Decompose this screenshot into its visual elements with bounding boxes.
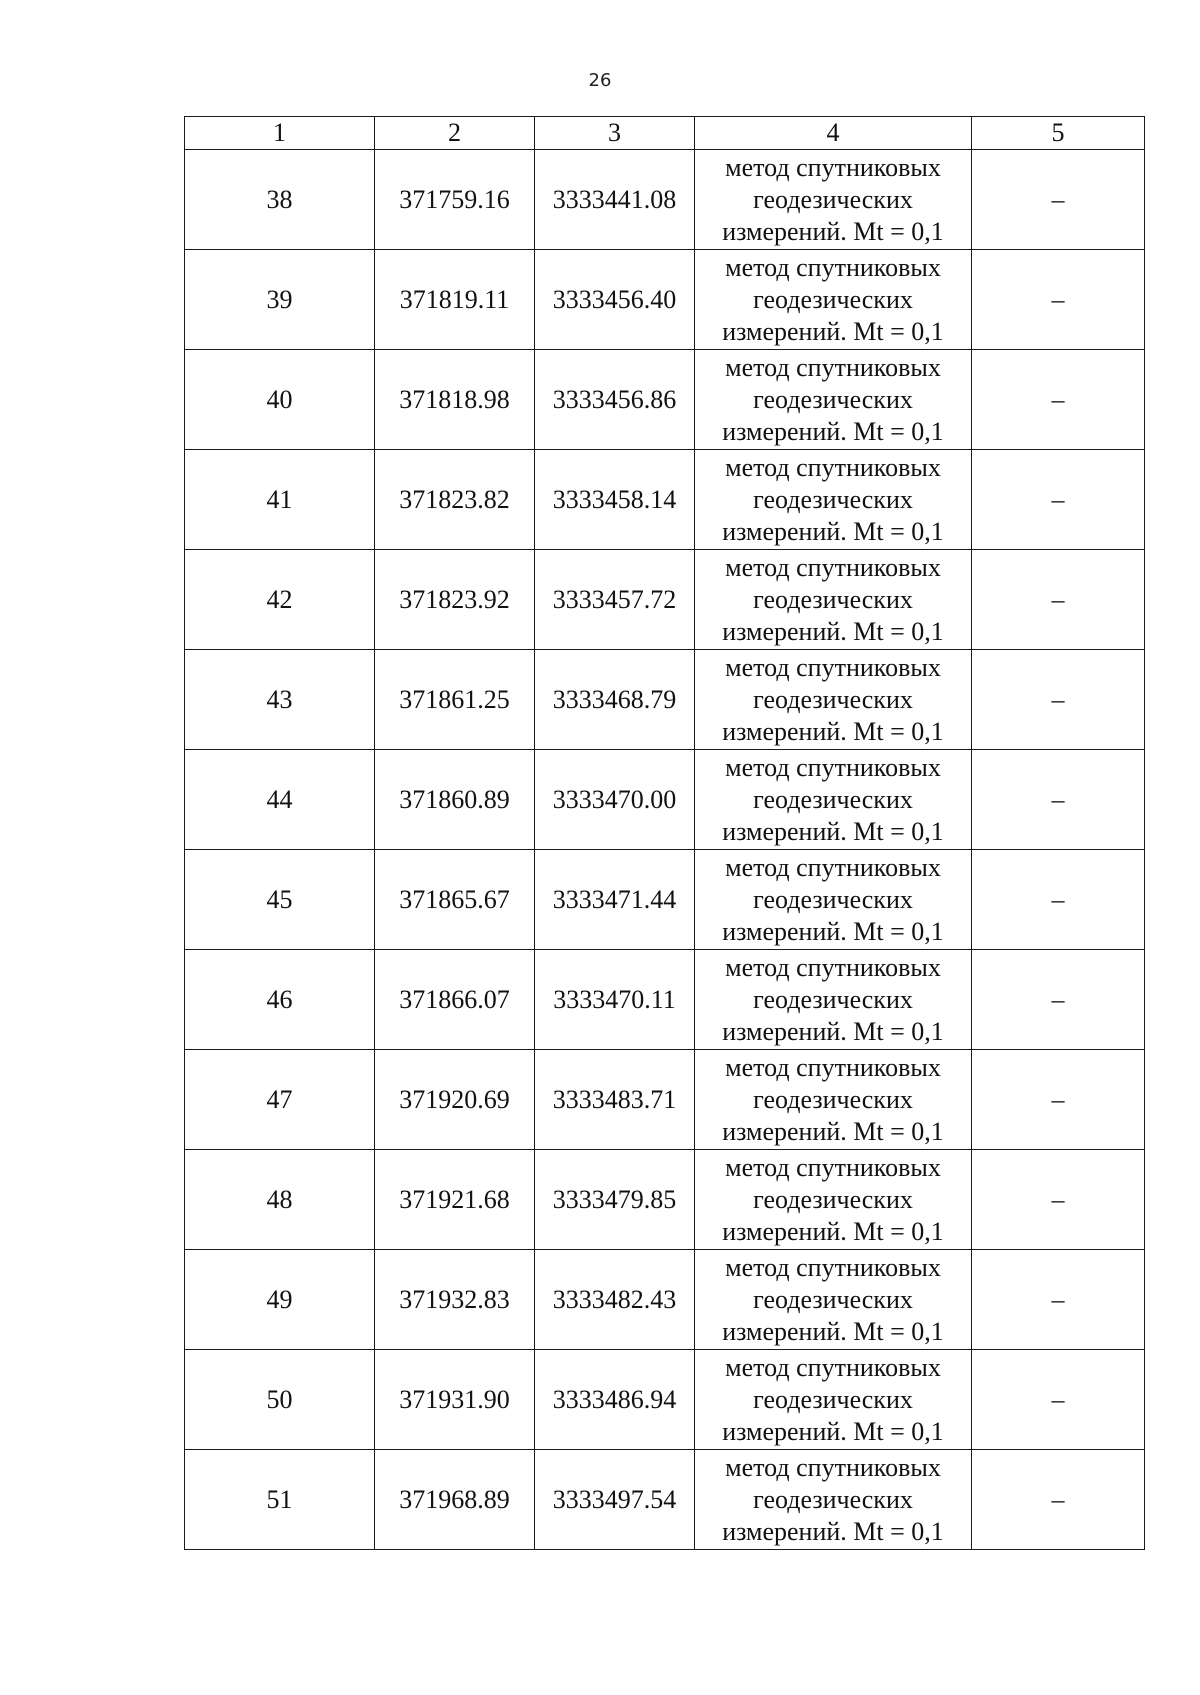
- y-coordinate-cell: 3333456.40: [535, 250, 695, 350]
- y-coordinate-cell: 3333471.44: [535, 850, 695, 950]
- point-number-cell: 40: [185, 350, 375, 450]
- method-cell: [695, 850, 972, 950]
- method-line: измерений. Mt = 0,1: [722, 816, 944, 846]
- table-row: [185, 1250, 1145, 1350]
- point-number-cell: 43: [185, 650, 375, 750]
- x-coordinate-cell: 371968.89: [375, 1450, 535, 1550]
- method-cell: [695, 750, 972, 850]
- method-cell: [695, 150, 972, 250]
- note-cell: –: [972, 450, 1145, 550]
- note-cell: –: [972, 750, 1145, 850]
- y-coordinate-cell: 3333458.14: [535, 450, 695, 550]
- table-row: [185, 550, 1145, 650]
- y-coordinate-cell: 3333457.72: [535, 550, 695, 650]
- table-row: [185, 450, 1145, 550]
- method-line: метод спутниковых: [725, 152, 941, 182]
- table-row: [185, 950, 1145, 1050]
- method-line: метод спутниковых: [725, 1452, 941, 1482]
- x-coordinate-cell: 371860.89: [375, 750, 535, 850]
- note-cell: –: [972, 1350, 1145, 1450]
- method-line: метод спутниковых: [725, 1352, 941, 1382]
- method-line: геодезических: [753, 1484, 913, 1514]
- method-cell: [695, 350, 972, 450]
- method-line: метод спутниковых: [725, 752, 941, 782]
- method-cell: [695, 450, 972, 550]
- table-row: [185, 150, 1145, 250]
- method-line: измерений. Mt = 0,1: [722, 516, 944, 546]
- method-line: геодезических: [753, 884, 913, 914]
- method-line: метод спутниковых: [725, 852, 941, 882]
- method-line: измерений. Mt = 0,1: [722, 1116, 944, 1146]
- point-number-cell: 48: [185, 1150, 375, 1250]
- method-cell: [695, 1350, 972, 1450]
- method-line: измерений. Mt = 0,1: [722, 316, 944, 346]
- method-line: геодезических: [753, 684, 913, 714]
- method-line: геодезических: [753, 784, 913, 814]
- method-line: измерений. Mt = 0,1: [722, 716, 944, 746]
- note-cell: –: [972, 1450, 1145, 1550]
- x-coordinate-cell: 371823.92: [375, 550, 535, 650]
- method-line: измерений. Mt = 0,1: [722, 1216, 944, 1246]
- x-coordinate-cell: 371819.11: [375, 250, 535, 350]
- table-body: [185, 150, 1145, 1550]
- y-coordinate-cell: 3333497.54: [535, 1450, 695, 1550]
- method-line: метод спутниковых: [725, 1052, 941, 1082]
- x-coordinate-cell: 371932.83: [375, 1250, 535, 1350]
- x-coordinate-cell: 371823.82: [375, 450, 535, 550]
- method-line: метод спутниковых: [725, 1252, 941, 1282]
- point-number-cell: 44: [185, 750, 375, 850]
- x-coordinate-cell: 371865.67: [375, 850, 535, 950]
- column-header-1: 1: [185, 117, 375, 150]
- method-line: измерений. Mt = 0,1: [722, 1516, 944, 1546]
- table-row: [185, 1150, 1145, 1250]
- note-cell: –: [972, 350, 1145, 450]
- method-line: измерений. Mt = 0,1: [722, 916, 944, 946]
- y-coordinate-cell: 3333479.85: [535, 1150, 695, 1250]
- note-cell: –: [972, 1250, 1145, 1350]
- method-line: измерений. Mt = 0,1: [722, 1316, 944, 1346]
- column-header-4: 4: [695, 117, 972, 150]
- table-row: [185, 1450, 1145, 1550]
- method-line: измерений. Mt = 0,1: [722, 416, 944, 446]
- x-coordinate-cell: 371866.07: [375, 950, 535, 1050]
- x-coordinate-cell: 371818.98: [375, 350, 535, 450]
- method-line: геодезических: [753, 1284, 913, 1314]
- y-coordinate-cell: 3333470.00: [535, 750, 695, 850]
- y-coordinate-cell: 3333482.43: [535, 1250, 695, 1350]
- method-line: метод спутниковых: [725, 652, 941, 682]
- x-coordinate-cell: 371921.68: [375, 1150, 535, 1250]
- method-line: измерений. Mt = 0,1: [722, 1416, 944, 1446]
- method-cell: [695, 1450, 972, 1550]
- note-cell: –: [972, 550, 1145, 650]
- y-coordinate-cell: 3333486.94: [535, 1350, 695, 1450]
- note-cell: –: [972, 850, 1145, 950]
- point-number-cell: 49: [185, 1250, 375, 1350]
- method-line: метод спутниковых: [725, 352, 941, 382]
- header-row: [185, 117, 1145, 150]
- x-coordinate-cell: 371920.69: [375, 1050, 535, 1150]
- method-line: измерений. Mt = 0,1: [722, 616, 944, 646]
- method-line: геодезических: [753, 584, 913, 614]
- point-number-cell: 46: [185, 950, 375, 1050]
- point-number-cell: 50: [185, 1350, 375, 1450]
- method-line: геодезических: [753, 984, 913, 1014]
- method-line: метод спутниковых: [725, 1152, 941, 1182]
- method-line: геодезических: [753, 184, 913, 214]
- method-line: метод спутниковых: [725, 452, 941, 482]
- method-cell: [695, 1250, 972, 1350]
- table-row: [185, 650, 1145, 750]
- table-row: [185, 250, 1145, 350]
- method-line: метод спутниковых: [725, 252, 941, 282]
- point-number-cell: 45: [185, 850, 375, 950]
- y-coordinate-cell: 3333483.71: [535, 1050, 695, 1150]
- method-line: измерений. Mt = 0,1: [722, 216, 944, 246]
- point-number-cell: 41: [185, 450, 375, 550]
- note-cell: –: [972, 150, 1145, 250]
- table-row: [185, 350, 1145, 450]
- method-line: геодезических: [753, 484, 913, 514]
- column-header-5: 5: [972, 117, 1145, 150]
- method-line: измерений. Mt = 0,1: [722, 1016, 944, 1046]
- column-header-2: 2: [375, 117, 535, 150]
- method-cell: [695, 250, 972, 350]
- page-number: 26: [588, 70, 612, 91]
- table-row: [185, 850, 1145, 950]
- coordinates-table: [184, 116, 1145, 1550]
- method-cell: [695, 1150, 972, 1250]
- method-cell: [695, 950, 972, 1050]
- x-coordinate-cell: 371931.90: [375, 1350, 535, 1450]
- method-line: метод спутниковых: [725, 552, 941, 582]
- y-coordinate-cell: 3333441.08: [535, 150, 695, 250]
- note-cell: –: [972, 250, 1145, 350]
- point-number-cell: 47: [185, 1050, 375, 1150]
- y-coordinate-cell: 3333456.86: [535, 350, 695, 450]
- method-line: геодезических: [753, 1384, 913, 1414]
- method-cell: [695, 650, 972, 750]
- table-row: [185, 1050, 1145, 1150]
- point-number-cell: 39: [185, 250, 375, 350]
- y-coordinate-cell: 3333470.11: [535, 950, 695, 1050]
- note-cell: –: [972, 650, 1145, 750]
- method-line: геодезических: [753, 1084, 913, 1114]
- table-row: [185, 750, 1145, 850]
- method-line: метод спутниковых: [725, 952, 941, 982]
- x-coordinate-cell: 371759.16: [375, 150, 535, 250]
- method-line: геодезических: [753, 384, 913, 414]
- note-cell: –: [972, 950, 1145, 1050]
- method-cell: [695, 550, 972, 650]
- point-number-cell: 42: [185, 550, 375, 650]
- note-cell: –: [972, 1050, 1145, 1150]
- table-row: [185, 1350, 1145, 1450]
- column-header-3: 3: [535, 117, 695, 150]
- method-cell: [695, 1050, 972, 1150]
- note-cell: –: [972, 1150, 1145, 1250]
- method-line: геодезических: [753, 1184, 913, 1214]
- method-line: геодезических: [753, 284, 913, 314]
- point-number-cell: 51: [185, 1450, 375, 1550]
- y-coordinate-cell: 3333468.79: [535, 650, 695, 750]
- x-coordinate-cell: 371861.25: [375, 650, 535, 750]
- point-number-cell: 38: [185, 150, 375, 250]
